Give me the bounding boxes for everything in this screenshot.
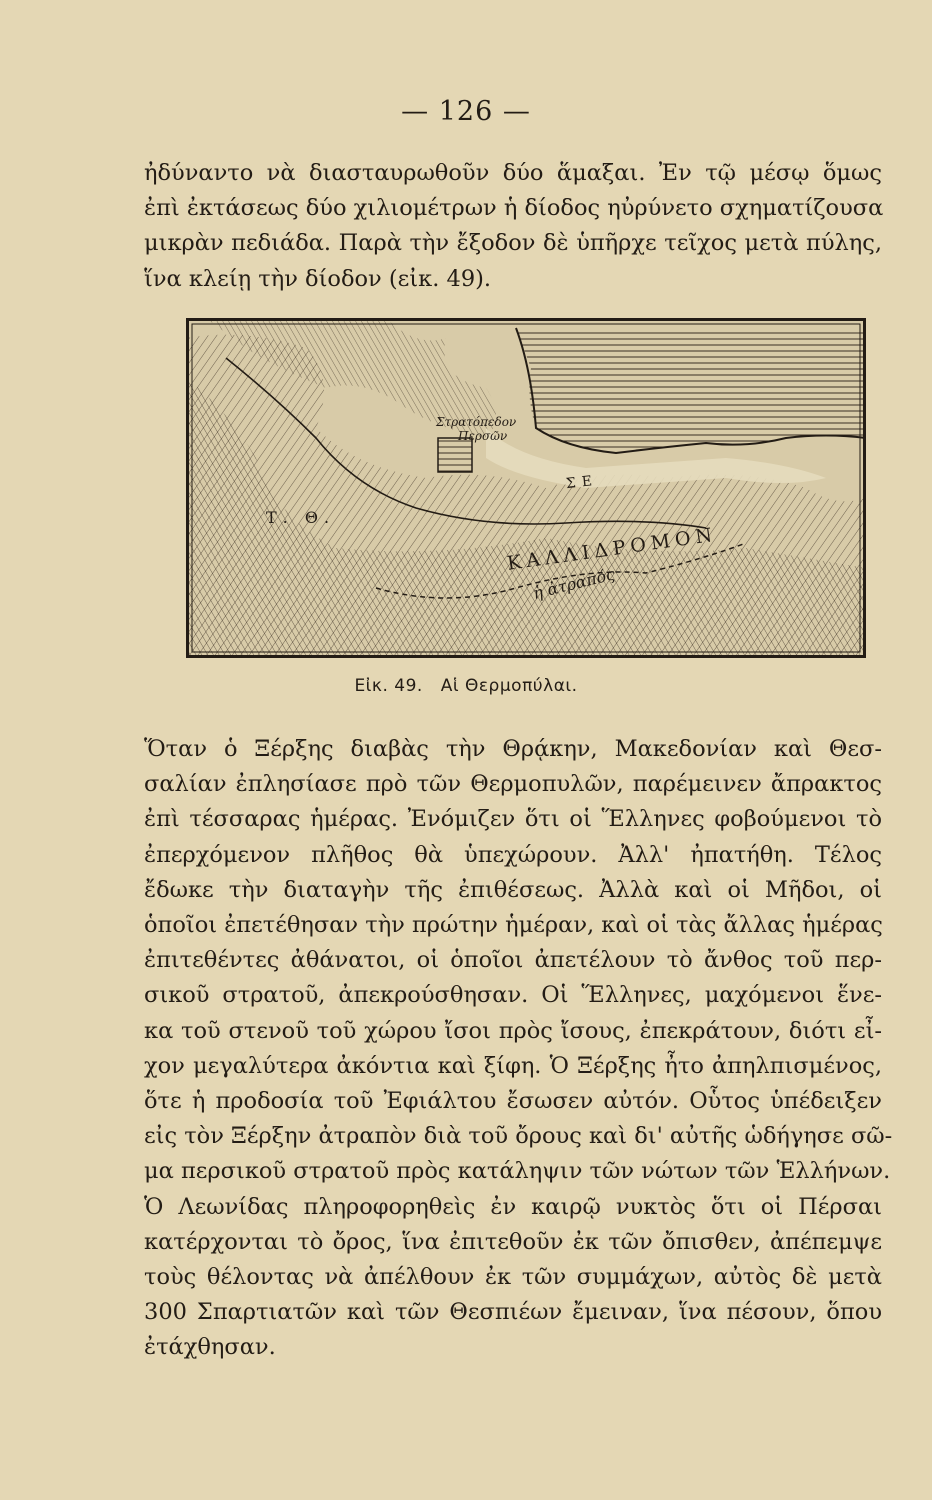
text-line: ὅτε ἡ προδοσία τοῦ Ἐφιάλτου ἔσωσεν αὐτόν. Οὗτος ὑπέδειξεν (144, 1088, 882, 1115)
text-line: μικρὰν πεδιάδα. Παρὰ τὴν ἔξοδον δὲ ὑπῆρχε τεῖχος μετὰ πύλης, (144, 230, 882, 257)
caption-title: Αἱ Θερμοπύλαι. (440, 676, 578, 696)
text-line: ἐπὶ ἐκτάσεως δύο χιλιομέτρων ἡ δίοδος ηὐρύνετο σχηματίζουσα (144, 195, 884, 222)
figure-caption (0, 676, 932, 696)
text-line: κατέρχονται τὸ ὄρος, ἵνα ἐπιτεθοῦν ἐκ τῶν ὄπισθεν, ἀπέπεμψε (144, 1228, 882, 1255)
text-line: μα περσικοῦ στρατοῦ πρὸς κατάληψιν τῶν νώτων τῶν Ἑλλήνων. (144, 1158, 891, 1185)
map-label-mountain: ΚΑΛΛΙΔΡΟΜΟΝ (505, 523, 719, 575)
text-line: 300 Σπαρτιατῶν καὶ τῶν Θεσπιέων ἔμειναν, ἵνα πέσουν, ὅπου (144, 1299, 882, 1326)
map-label: Τ. Θ. (266, 508, 336, 527)
map-label-path: ἡ ἀτραπός (530, 564, 617, 603)
text-line: Ὁ Λεωνίδας πληροφορηθεὶς ἐν καιρῷ νυκτὸς ὅτι οἱ Πέρσαι (144, 1193, 882, 1220)
text-line: ἵνα κλείῃ τὴν δίοδον (εἰκ. 49). (144, 265, 492, 292)
text-line: σαλίαν ἐπλησίασε πρὸ τῶν Θερμοπυλῶν, παρέμεινεν ἄπρακτος (144, 771, 882, 798)
text-line: ἔδωκε τὴν διαταγὴν τῆς ἐπιθέσεως. Ἀλλὰ καὶ οἱ Μῆδοι, οἱ (144, 876, 882, 903)
intro-paragraph (144, 156, 882, 297)
text-line: ἐπερχόμενον πλῆθος θὰ ὑπεχώρουν. Ἀλλ' ἠπατήθη. Τέλος (144, 841, 882, 868)
text-line: χον μεγαλύτερα ἀκόντια καὶ ξίφη. Ὁ Ξέρξης ἦτο ἀπηλπισμένος, (144, 1052, 882, 1079)
text-line: σικοῦ στρατοῦ, ἀπεκρούσθησαν. Οἱ Ἕλληνες, μαχόμενοι ἕνε- (144, 982, 882, 1009)
page-number: — 126 — (401, 96, 531, 127)
text-line: ἠδύναντο νὰ διασταυρωθοῦν δύο ἅμαξαι. Ἐν τῷ μέσῳ ὅμως (144, 160, 882, 186)
caption-number: Εἰκ. 49. (354, 676, 423, 696)
camp-marker (438, 438, 472, 472)
text-line: ὁποῖοι ἐπετέθησαν τὴν πρώτην ἡμέραν, καὶ οἱ τὰς ἄλλας ἡμέρας (144, 912, 883, 939)
text-line: ἐπιτεθέντες ἀθάνατοι, οἱ ὁποῖοι ἀπετέλουν τὸ ἄνθος τοῦ περ- (144, 947, 882, 974)
text-line: ἐπὶ τέσσαρας ἡμέρας. Ἐνόμιζεν ὅτι οἱ Ἕλληνες φοβούμενοι τὸ (144, 806, 882, 833)
text-line: κα τοῦ στενοῦ τοῦ χώρου ἴσοι πρὸς ἴσους, ἐπεκράτουν, διότι εἶ- (144, 1017, 882, 1044)
map-label: ΣΕ (565, 472, 599, 493)
main-paragraph (144, 732, 893, 1366)
map-label-camp: Περσῶν (458, 429, 508, 443)
text-line: εἰς τὸν Ξέρξην ἀτραπὸν διὰ τοῦ ὄρους καὶ δι' αὐτῆς ὡδήγησε σῶ- (144, 1123, 893, 1150)
sea-area (516, 328, 866, 453)
text-line: τοὺς θέλοντας νὰ ἀπέλθουν ἐκ τῶν συμμάχων, αὐτὸς δὲ μετὰ (144, 1264, 882, 1291)
map-label-camp: Στρατόπεδον (436, 415, 517, 429)
text-line: ἐτάχθησαν. (144, 1334, 276, 1361)
text-line: Ὅταν ὁ Ξέρξης διαβὰς τὴν Θρᾴκην, Μακεδονίαν καὶ Θεσ- (144, 736, 882, 762)
thermopylae-map-figure (186, 318, 866, 658)
